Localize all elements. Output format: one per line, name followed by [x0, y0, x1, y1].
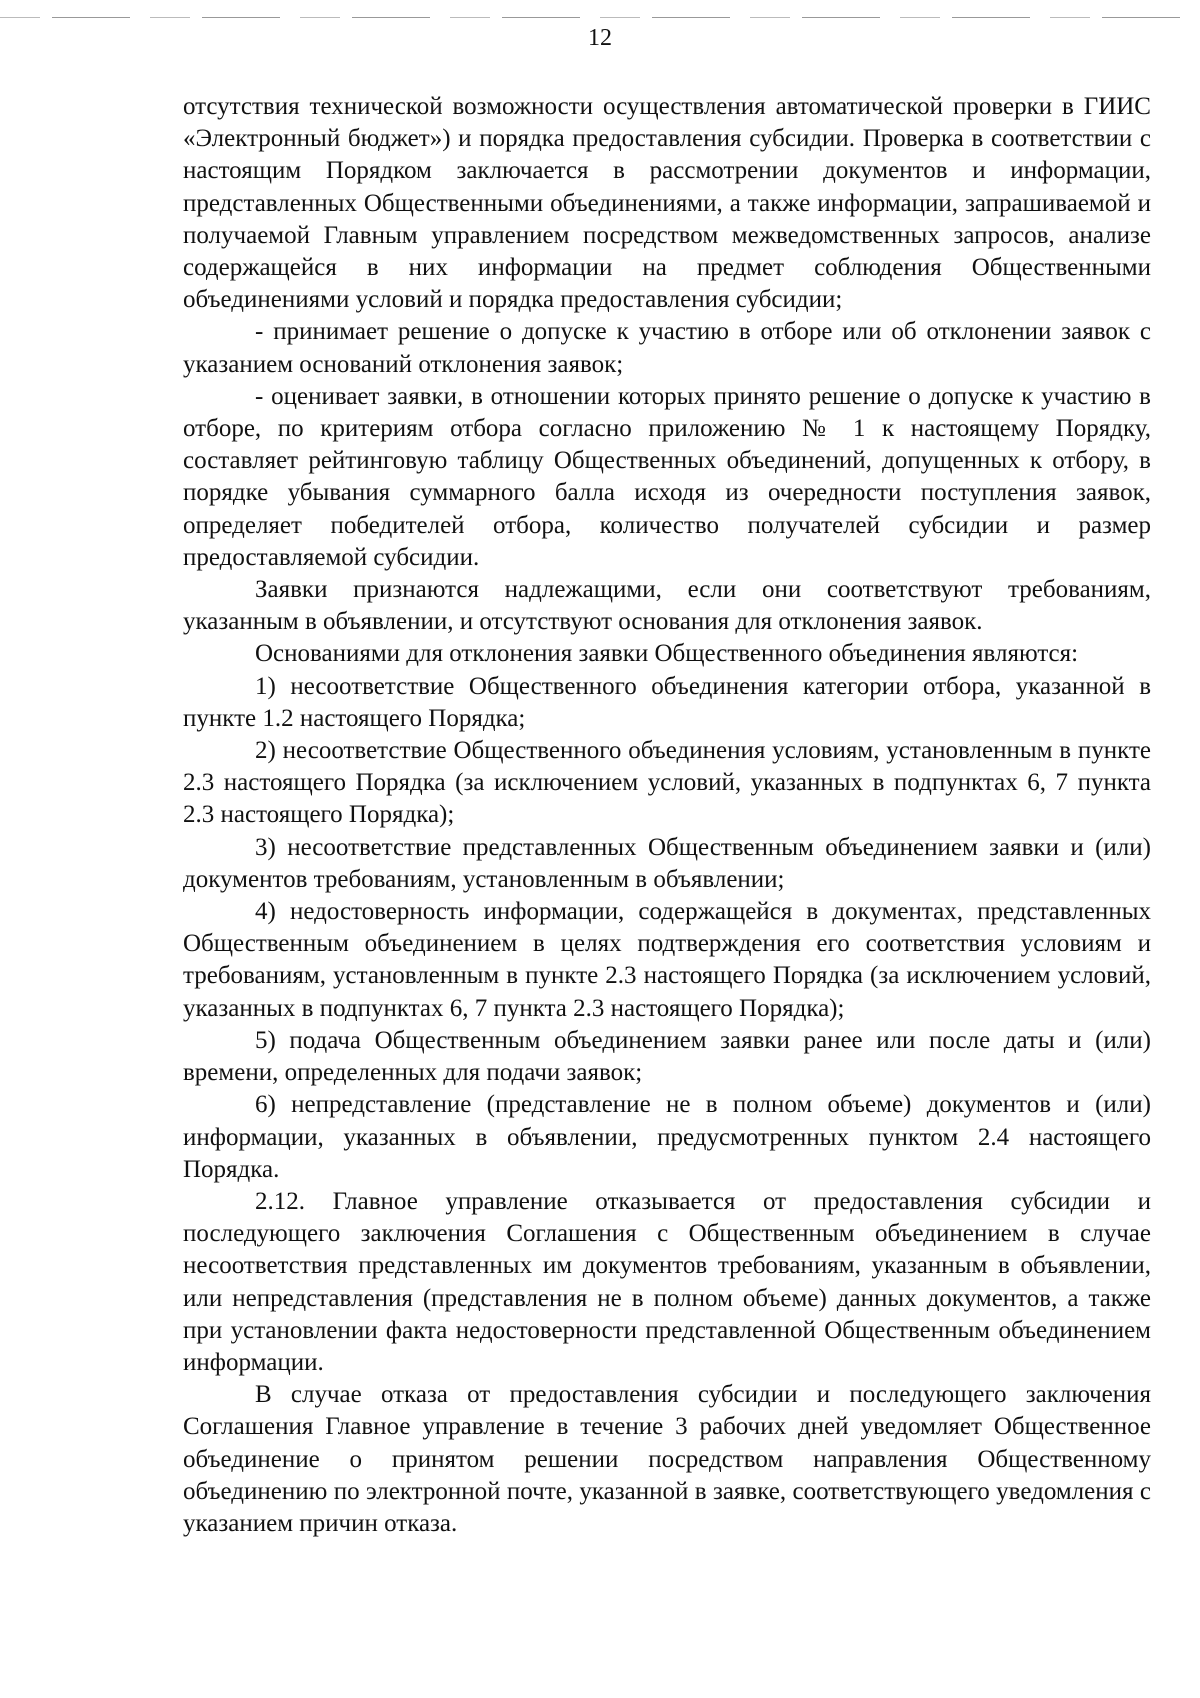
- page-number: 12: [588, 25, 612, 51]
- scan-artifact-line: [0, 17, 1200, 18]
- paragraph-continuation: отсутствия технической возможности осуществления автоматической проверки в ГИИС «Электронный бюджет») и порядка предоставления субсидии. Проверка в соответствии с настоящим Порядком заключается в рассмотрении документов и информации, представленных Общественными объединениями, а также информации, запрашиваемой и получаемой Главным управлением посредством межведомственных запросов, анализе содержащейся в них информации на предмет соблюдения Общественными объединениями условий и порядка предоставления субсидии;: [183, 93, 1151, 314]
- list-item-3: 3) несоответствие представленных Общественным объединением заявки и (или) документов требованиям, установленным в объявлении;: [183, 833, 1151, 893]
- section-2-12: 2.12. Главное управление отказывается от предоставления субсидии и последующего заключения Соглашения с Общественным объединением в случае несоответствия представленных им документов требованиям, указанным в объявлении, или непредставления (представления не в полном объеме) данных документов, а также при установлении факта недостоверности представленной Общественным объединением информации.: [183, 1187, 1151, 1376]
- list-item-4: 4) недостоверность информации, содержащейся в документах, представленных Общественным объединением в целях подтверждения его соответствия условиям и требованиям, установленным в пункте 2.3 настоящего Порядка (за исключением условий, указанных в подпунктах 6, 7 пункта 2.3 настоящего Порядка);: [183, 898, 1151, 1022]
- paragraph-proper-applications: Заявки признаются надлежащими, если они соответствуют требованиям, указанным в объявлении, и отсутствуют основания для отклонения заявок.: [183, 576, 1151, 636]
- paragraph-rejection-grounds: Основаниями для отклонения заявки Общественного объединения являются:: [255, 640, 1079, 668]
- paragraph-refusal-notice: В случае отказа от предоставления субсидии и последующего заключения Соглашения Главное управление в течение 3 рабочих дней уведомляет Общественное объединение о принятом решении посредством направления Общественному объединению по электронной почте, указанной в заявке, соответствующего уведомления с указанием причин отказа.: [183, 1381, 1151, 1537]
- paragraph-evaluation: - оценивает заявки, в отношении которых принято решение о допуске к участию в отборе, по критериям отбора согласно приложению № 1 к настоящему Порядку, составляет рейтинговую таблицу Общественных объединений, допущенных к отбору, в порядке убывания суммарного балла исходя из очередности поступления заявок, определяет победителей отбора, количество получателей субсидии и размер предоставляемой субсидии.: [183, 382, 1151, 571]
- list-item-6: 6) непредставление (представление не в полном объеме) документов и (или) информации, указанных в объявлении, предусмотренных пунктом 2.4 настоящего Порядка.: [183, 1091, 1151, 1183]
- paragraph-admission-decision: - принимает решение о допуске к участию в отборе или об отклонении заявок с указанием оснований отклонения заявок;: [183, 318, 1151, 378]
- list-item-5: 5) подача Общественным объединением заявки ранее или после даты и (или) времени, определенных для подачи заявок;: [183, 1026, 1151, 1087]
- list-item-1: 1) несоответствие Общественного объединения категории отбора, указанной в пункте 1.2 настоящего Порядка;: [183, 672, 1151, 732]
- document-body: [183, 91, 1151, 1540]
- list-item-2: 2) несоответствие Общественного объединения условиям, установленным в пункте 2.3 настоящего Порядка (за исключением условий, указанных в подпунктах 6, 7 пункта 2.3 настоящего Порядка);: [183, 737, 1151, 829]
